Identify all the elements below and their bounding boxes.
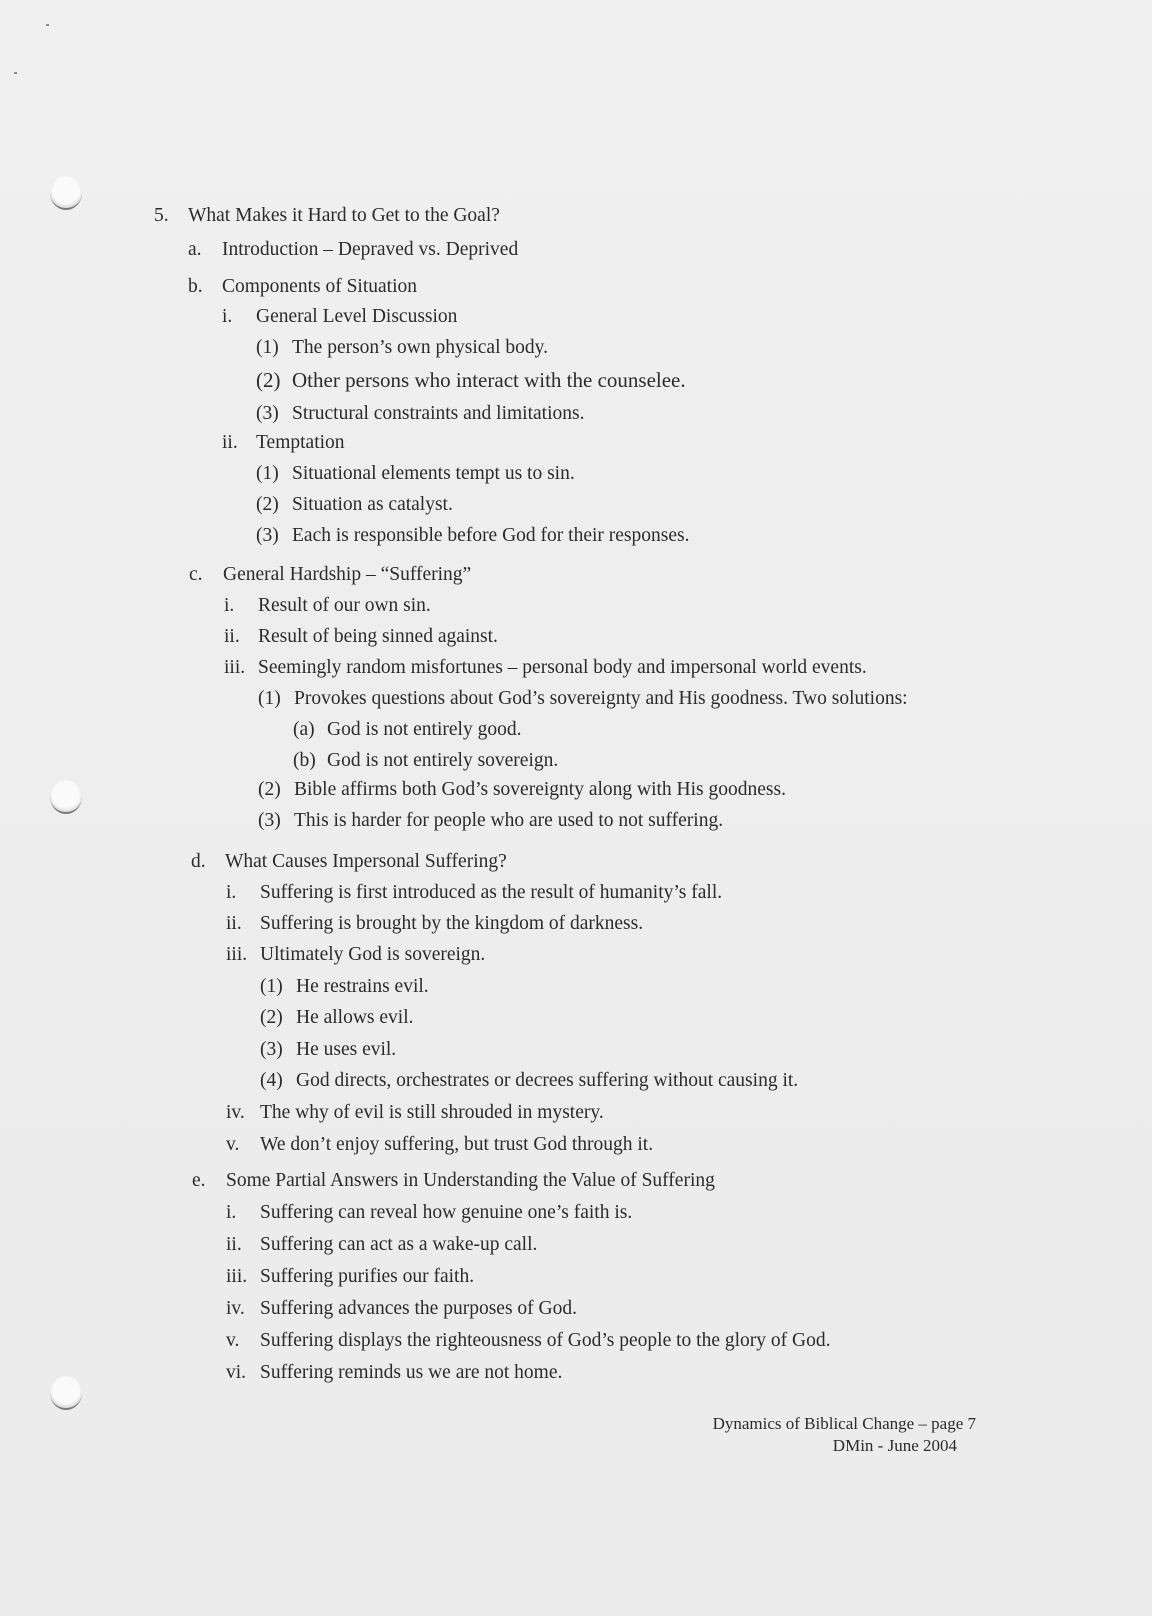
item-label: (1) (256, 463, 279, 484)
outline-item (224, 656, 867, 680)
scan-speck (14, 72, 17, 74)
item-text: Structural constraints and limitations. (292, 403, 585, 424)
item-label: (2) (258, 779, 281, 800)
outline-item (226, 943, 485, 967)
item-label: iii. (226, 944, 248, 965)
item-label: (4) (260, 1070, 283, 1091)
item-text: Bible affirms both God’s sovereignty along with His goodness. (294, 779, 786, 800)
outline-item (256, 524, 689, 548)
item-label: (3) (258, 810, 281, 831)
item-text: God is not entirely good. (327, 719, 522, 740)
item-label: b. (188, 276, 203, 297)
item-text: Provokes questions about God’s sovereignty and His goodness. Two solutions: (294, 688, 908, 709)
item-text: Suffering is first introduced as the result of humanity’s fall. (260, 882, 723, 903)
item-label: iii. (226, 1266, 248, 1287)
outline-item (293, 749, 558, 773)
outline-item (226, 1265, 474, 1289)
item-label: (1) (260, 976, 283, 997)
outline-item (222, 431, 345, 455)
punch-hole (50, 1376, 82, 1410)
outline-item (226, 1133, 653, 1157)
item-text: What Makes it Hard to Get to the Goal? (188, 205, 500, 226)
outline-item (226, 1101, 604, 1125)
item-label: v. (226, 1330, 240, 1351)
item-label: (3) (256, 403, 279, 424)
outline-item (226, 1361, 562, 1385)
item-text: He allows evil. (296, 1007, 414, 1028)
item-label: i. (222, 306, 233, 327)
item-label: (1) (258, 688, 281, 709)
outline-item (226, 912, 643, 936)
outline-item (189, 563, 471, 587)
item-label: ii. (224, 626, 240, 647)
item-text: Introduction – Depraved vs. Deprived (222, 239, 519, 260)
item-text: Suffering reminds us we are not home. (260, 1362, 563, 1383)
outline-item (258, 809, 723, 833)
outline-item (226, 1233, 537, 1257)
outline-item (226, 881, 722, 905)
outline-item (256, 336, 548, 360)
item-label: v. (226, 1134, 240, 1155)
outline-item (256, 462, 575, 486)
item-text: The person’s own physical body. (292, 337, 548, 358)
item-text: Situation as catalyst. (292, 494, 453, 515)
item-label: i. (226, 1202, 237, 1223)
item-label: (3) (256, 525, 279, 546)
item-text: He uses evil. (296, 1039, 397, 1060)
item-text: Temptation (256, 432, 345, 453)
item-label: (2) (256, 494, 279, 515)
item-label: (a) (293, 719, 315, 740)
outline-item (258, 687, 908, 711)
item-label: d. (191, 851, 206, 872)
item-label: (2) (260, 1007, 283, 1028)
item-text: The why of evil is still shrouded in mystery. (260, 1102, 604, 1123)
punch-hole (50, 176, 82, 210)
outline-item (226, 1201, 632, 1225)
outline-item (224, 625, 498, 649)
item-text: Each is responsible before God for their responses. (292, 525, 690, 546)
outline-item (260, 1038, 396, 1062)
item-text: Suffering advances the purposes of God. (260, 1298, 577, 1319)
item-text: This is harder for people who are used to not suffering. (294, 810, 724, 831)
item-text: Ultimately God is sovereign. (260, 944, 486, 965)
item-label: iii. (224, 657, 246, 678)
item-label: c. (189, 564, 203, 585)
outline-item (256, 493, 453, 517)
item-text: What Causes Impersonal Suffering? (225, 851, 507, 872)
outline-item (188, 275, 417, 299)
item-text: Situational elements tempt us to sin. (292, 463, 575, 484)
footer-course-page: Dynamics of Biblical Change – page 7 (712, 1414, 976, 1433)
outline-item (258, 778, 786, 802)
item-label: ii. (222, 432, 238, 453)
item-label: vi. (226, 1362, 247, 1383)
outline-item (154, 204, 500, 228)
outline-item (226, 1297, 577, 1321)
outline-item (260, 975, 429, 999)
outline-item (293, 718, 521, 742)
item-text: He restrains evil. (296, 976, 429, 997)
item-text: Other persons who interact with the counselee. (292, 368, 686, 392)
outline-item (191, 850, 507, 874)
outline-item (192, 1169, 715, 1193)
item-text: Seemingly random misfortunes – personal body and impersonal world events. (258, 657, 867, 678)
outline-item (260, 1006, 414, 1030)
item-label: (b) (293, 750, 316, 771)
punch-hole (50, 780, 82, 814)
outline-item (260, 1069, 798, 1093)
item-label: iv. (226, 1298, 245, 1319)
footer-date: DMin - June 2004 (832, 1436, 957, 1455)
item-label: ii. (226, 913, 242, 934)
item-text: Suffering purifies our faith. (260, 1266, 475, 1287)
item-text: Result of our own sin. (258, 595, 431, 616)
item-label: (1) (256, 337, 279, 358)
item-label: (2) (256, 368, 281, 392)
item-text: Result of being sinned against. (258, 626, 498, 647)
scan-speck (46, 24, 49, 26)
outline-item (224, 594, 431, 618)
outline-item (226, 1329, 830, 1353)
outline-item (222, 305, 457, 329)
item-label: i. (224, 595, 235, 616)
outline-item (256, 368, 686, 392)
outline-item (188, 238, 518, 262)
item-text: Suffering is brought by the kingdom of darkness. (260, 913, 644, 934)
item-label: e. (192, 1170, 206, 1191)
item-text: Some Partial Answers in Understanding the Value of Suffering (226, 1170, 715, 1191)
item-label: a. (188, 239, 202, 260)
item-label: 5. (154, 205, 169, 226)
item-text: Components of Situation (222, 276, 417, 297)
item-text: General Hardship – “Suffering” (223, 564, 472, 585)
item-label: ii. (226, 1234, 242, 1255)
item-text: We don’t enjoy suffering, but trust God through it. (260, 1134, 654, 1155)
item-text: God is not entirely sovereign. (327, 750, 559, 771)
outline-item (256, 402, 584, 426)
item-text: Suffering can act as a wake-up call. (260, 1234, 538, 1255)
item-text: Suffering displays the righteousness of God’s people to the glory of God. (260, 1330, 831, 1351)
item-label: i. (226, 882, 237, 903)
item-text: General Level Discussion (256, 306, 458, 327)
item-label: iv. (226, 1102, 245, 1123)
item-text: Suffering can reveal how genuine one’s faith is. (260, 1202, 633, 1223)
item-text: God directs, orchestrates or decrees suffering without causing it. (296, 1070, 799, 1091)
item-label: (3) (260, 1039, 283, 1060)
